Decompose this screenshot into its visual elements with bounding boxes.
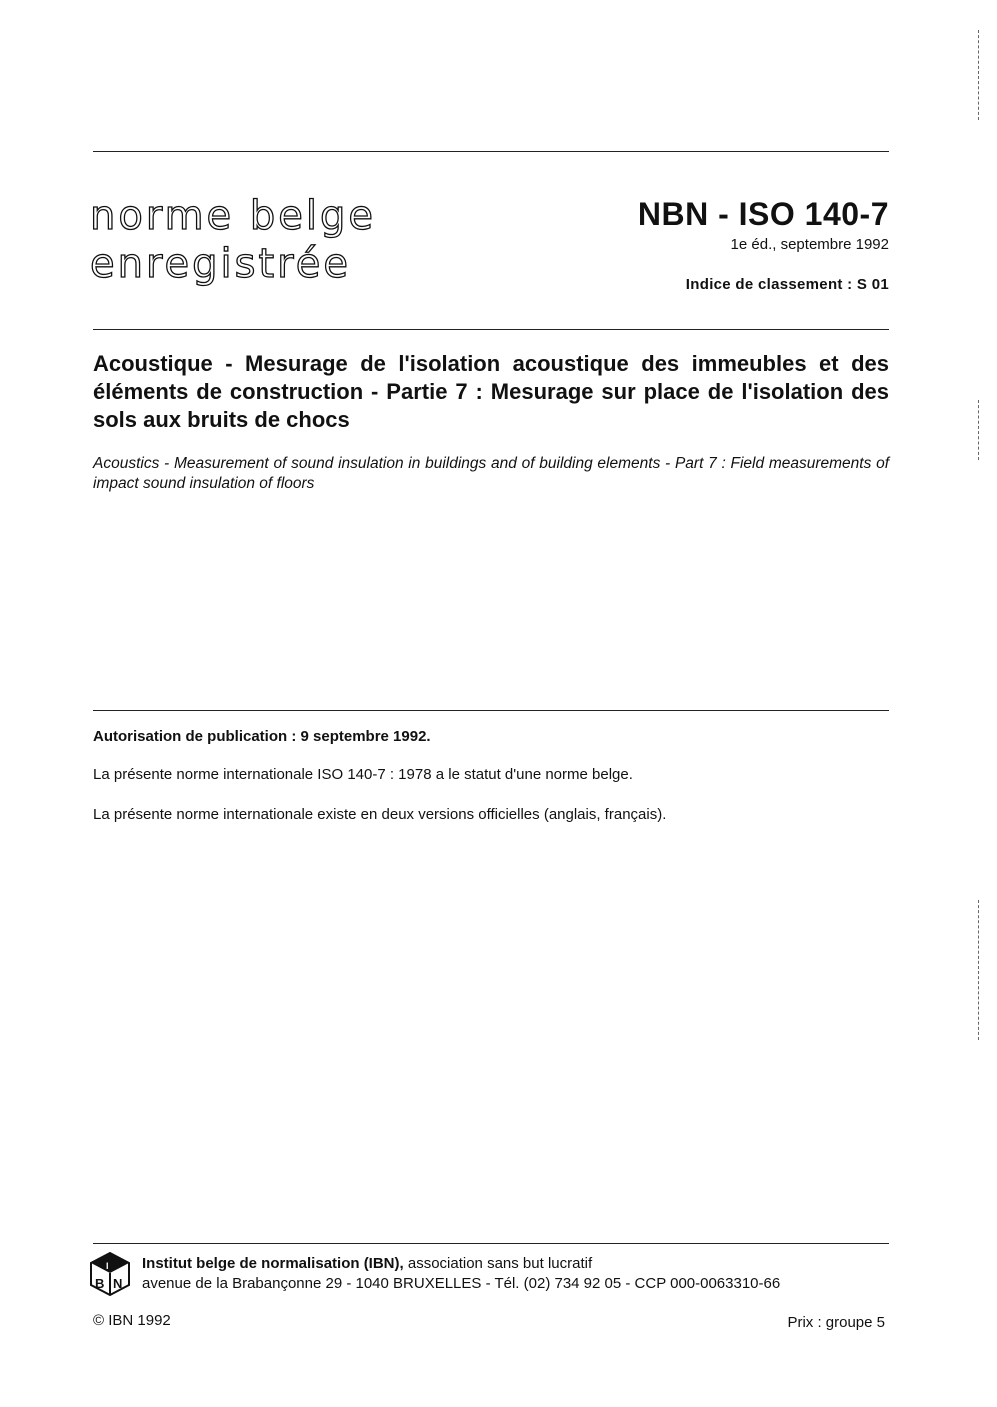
edition-date: 1e éd., septembre 1992 [730,236,889,253]
top-rule [93,151,889,152]
ibn-logo-icon [89,1252,131,1296]
title-english: Acoustics - Measurement of sound insulation in buildings and of building elements - Part 7 : Field measurements of impact sound insulation of floors [93,455,889,492]
brand-line-1: norme belge [90,193,376,239]
svg-text:B: B [95,1276,105,1291]
title-rule [93,329,889,330]
title-french: Acoustique - Mesurage de l'isolation acoustique des immeubles et des éléments de construction - Partie 7 : Mesurage sur place de l'isolation des sols aux bruits de chocs [93,351,889,432]
scan-edge-mark [978,30,979,120]
scan-edge-mark [978,900,979,1040]
copyright: © IBN 1992 [93,1312,171,1329]
status-paragraph: La présente norme internationale ISO 140-7 : 1978 a le statut d'une norme belge. [93,766,633,783]
institute-line [142,1255,592,1272]
brand-line-2: enregistrée [90,241,351,287]
versions-paragraph: La présente norme internationale existe en deux versions officielles (anglais, français). [93,806,667,823]
price-group: Prix : groupe 5 [787,1314,885,1331]
body-rule [93,710,889,711]
institute-description: association sans but lucratif [403,1255,593,1272]
classification-index: Indice de classement : S 01 [685,276,889,293]
institute-address: avenue de la Brabançonne 29 - 1040 BRUXELLES - Tél. (02) 734 92 05 - CCP 000-0063310-66 [142,1275,781,1292]
svg-text:N: N [113,1276,123,1291]
svg-text:I: I [106,1261,109,1271]
institute-name: Institut belge de normalisation (IBN), [142,1255,404,1272]
standard-number: NBN - ISO 140-7 [637,196,889,232]
scan-edge-mark [978,400,979,460]
footer-rule [93,1243,889,1244]
publication-authorization: Autorisation de publication : 9 septembre 1992. [93,728,431,745]
